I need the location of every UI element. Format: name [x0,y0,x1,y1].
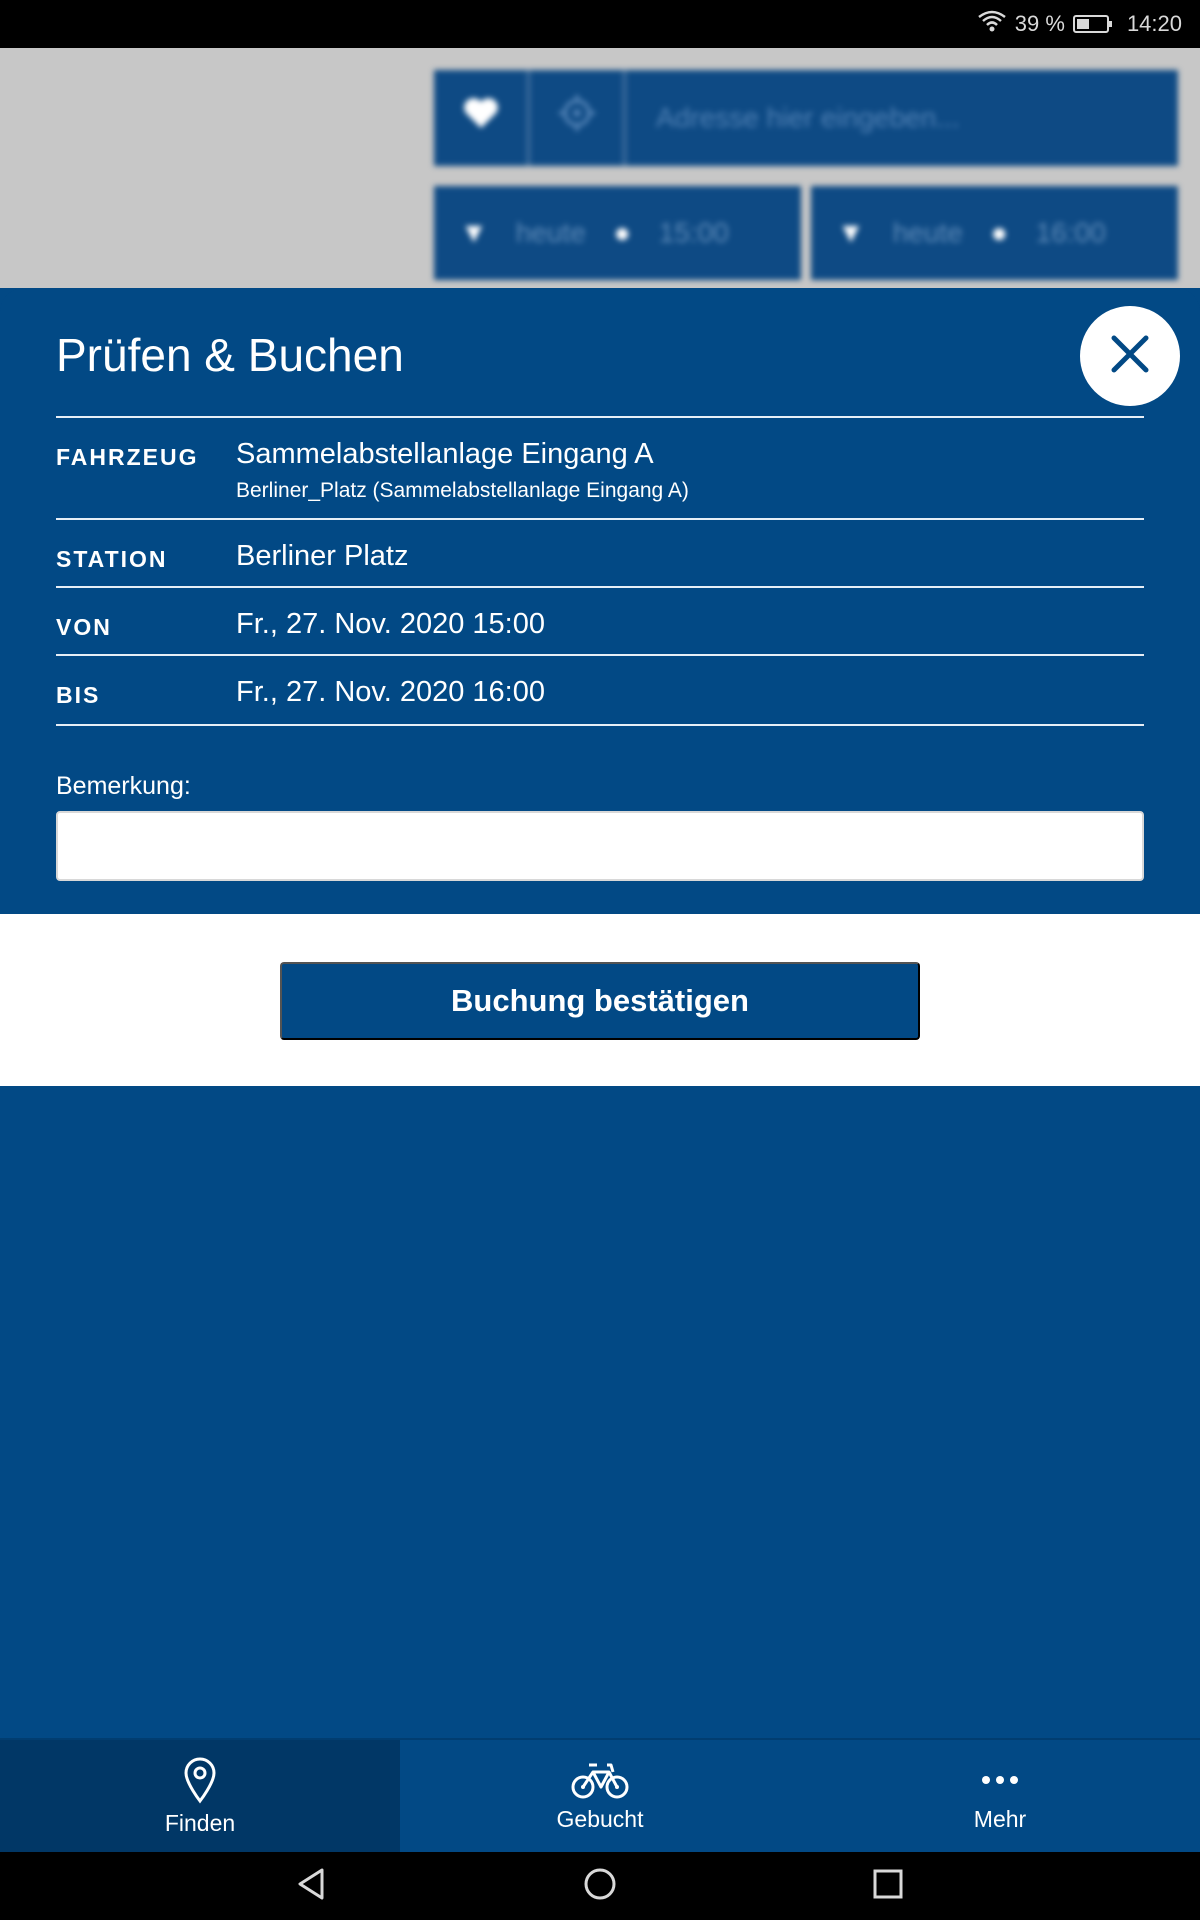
wifi-icon [977,9,1007,39]
home-button[interactable] [576,1862,624,1910]
detail-value: Fr., 27. Nov. 2020 16:00 [236,676,545,708]
remark-label: Bemerkung: [56,772,191,800]
booking-sheet [0,288,1200,914]
detail-subvalue: Berliner_Platz (Sammelabstellanlage Eingang A) [236,479,689,502]
nav-label: Finden [164,1809,236,1836]
map-background [0,48,1200,288]
bicycle-icon [571,1760,629,1800]
detail-row-station [56,520,1144,588]
to-time: 16:00 [1035,217,1106,248]
system-navigation-bar [0,1852,1200,1920]
clock: 14:20 [1126,11,1182,36]
back-button[interactable] [288,1862,336,1910]
battery-percentage: 39 % [1014,11,1065,36]
from-day: heute [515,217,586,248]
bottom-navigation [0,1738,1200,1852]
confirm-booking-button[interactable]: Buchung bestätigen [280,962,920,1040]
detail-row-vehicle [56,418,1144,520]
remark-input[interactable] [56,811,1144,881]
detail-value: Fr., 27. Nov. 2020 15:00 [236,608,545,640]
detail-label: BIS [56,682,101,708]
triangle-down-icon: ▼ [460,217,488,248]
to-day: heute [892,217,963,248]
search-bar-background [434,70,1178,166]
more-dots-icon [980,1760,1020,1800]
detail-label: VON [56,614,112,640]
clock-icon: ● [990,217,1008,248]
from-time: 15:00 [658,217,729,248]
clock-icon: ● [613,217,631,248]
sheet-title: Prüfen & Buchen [56,329,404,381]
close-icon [1108,332,1152,381]
triangle-down-icon: ▼ [837,217,865,248]
home-circle-icon [582,1866,618,1907]
nav-item-finden[interactable] [0,1740,400,1852]
detail-row-from [56,588,1144,656]
detail-value: Berliner Platz [236,540,409,572]
heart-icon [462,96,500,140]
status-bar [0,0,1200,48]
nav-label: Mehr [973,1805,1027,1832]
detail-value: Sammelabstellanlage Eingang A [236,438,654,470]
recents-square-icon [870,1866,906,1907]
detail-label: FAHRZEUG [56,444,199,470]
favorites-button [434,70,530,166]
time-range-background [434,186,1178,280]
battery-icon [1073,14,1113,34]
back-triangle-icon [294,1866,330,1907]
crosshair-icon [557,93,597,143]
to-time-selector [811,186,1178,280]
recents-button[interactable] [864,1862,912,1910]
nav-item-gebucht[interactable] [400,1740,800,1852]
close-button[interactable] [1080,306,1180,406]
booking-details [56,416,1144,726]
nav-item-mehr[interactable] [800,1740,1200,1852]
locate-button [530,70,626,166]
address-search-input: Adresse hier eingeben... [656,102,960,133]
location-pin-icon [182,1756,218,1804]
nav-label: Gebucht [556,1805,644,1832]
detail-row-to [56,656,1144,726]
from-time-selector [434,186,801,280]
detail-label: STATION [56,546,168,572]
confirm-area [0,914,1200,1086]
